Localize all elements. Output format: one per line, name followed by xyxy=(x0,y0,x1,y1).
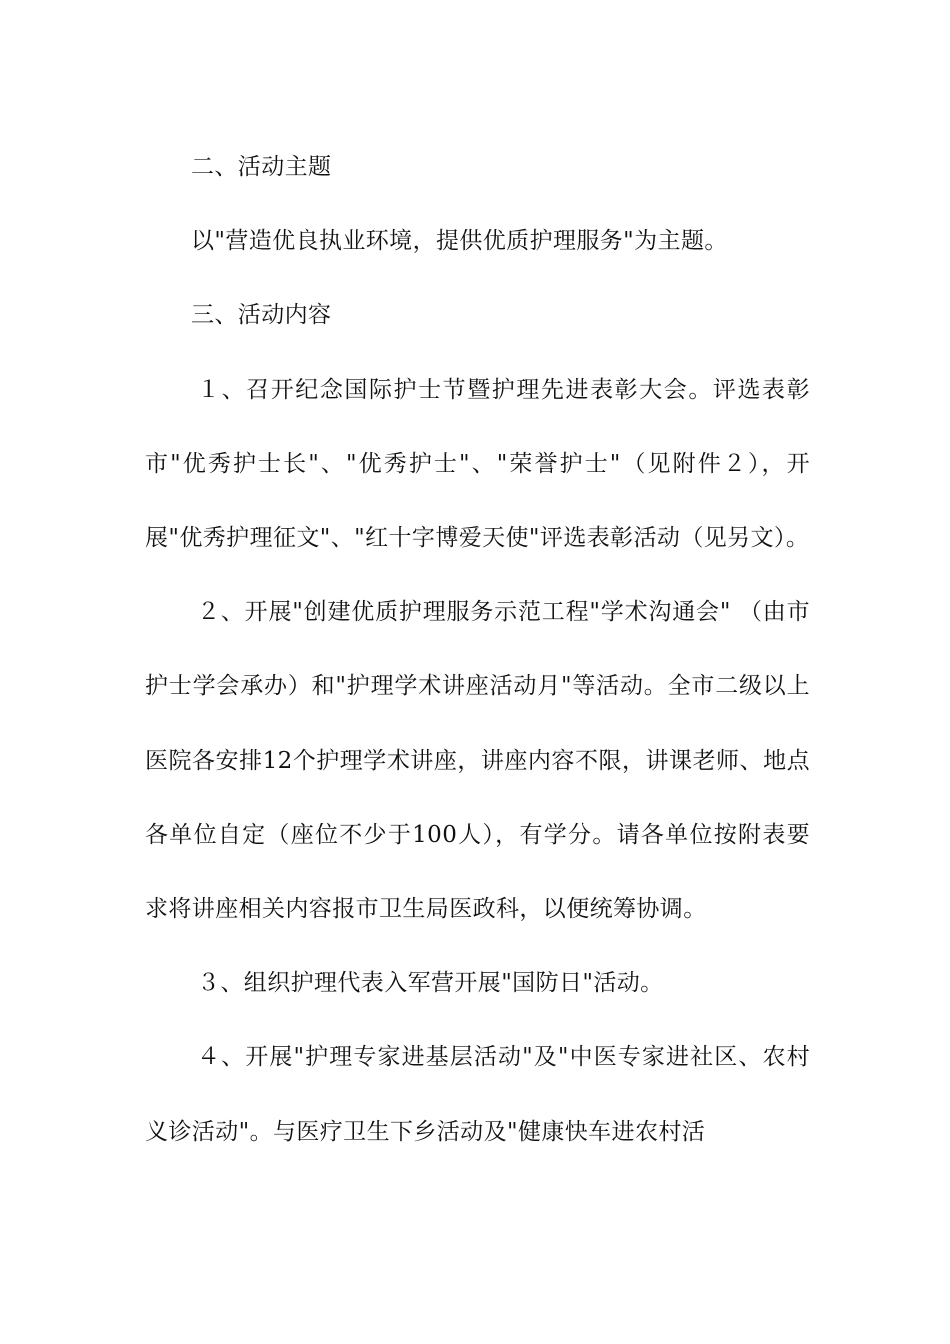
section-heading-theme: 二、活动主题 xyxy=(191,154,332,180)
document-body xyxy=(145,130,810,1169)
content-item-4: ４、开展"护理专家进基层活动"及"中医专家进社区、农村义诊活动"。与医疗卫生下乡活动及"健康快车进农村活 xyxy=(145,1044,810,1145)
content-item-3: ３、组织护理代表入军营开展"国防日"活动。 xyxy=(197,970,664,997)
content-item-1: １、召开纪念国际护士节暨护理先进表彰大会。评选表彰市"优秀护士长"、"优秀护士"、"荣誉护士"（见附件２），开展"优秀护理征文"、"红十字博爱天使"评选表彰活动（见另文）。 xyxy=(145,376,810,552)
theme-paragraph: 以"营造优良执业环境，提供优质护理服务"为主题。 xyxy=(191,228,728,255)
section-heading-content: 三、活动内容 xyxy=(191,302,332,329)
content-item-2: ２、开展"创建优质护理服务示范工程"学术沟通会" （由市护士学会承办）和"护理学术讲座活动月"等活动。全市二级以上医院各安排12个护理学术讲座，讲座内容不限，讲课老师、地点各单位自定（座位不少于100人），有学分。请各单位按附表要求将讲座相关内容报市卫生局医政科，以便统筹协调。 xyxy=(145,599,810,923)
